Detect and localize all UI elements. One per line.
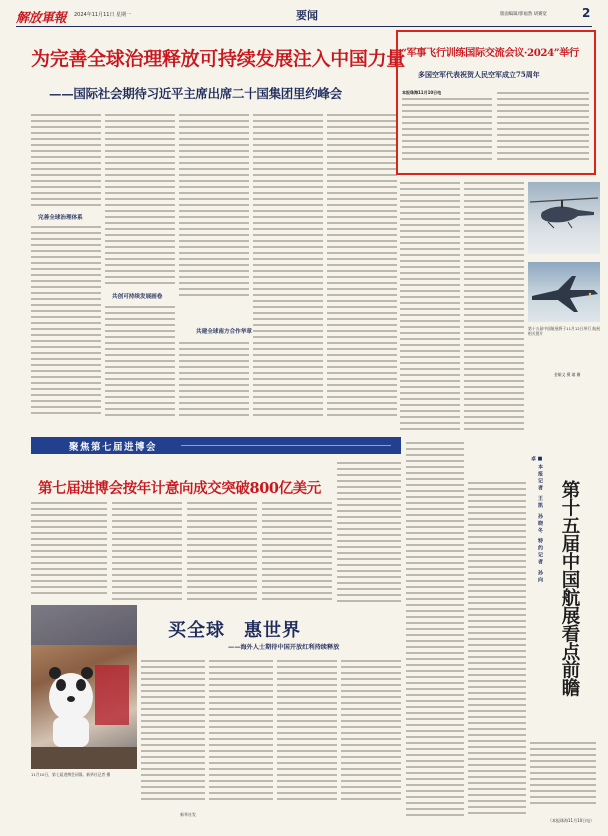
expo-body-column-2 (112, 500, 182, 608)
lead-body-column-3 (179, 112, 249, 300)
airshow-vertical-title: 第十五届中国航展看点前瞻 (559, 480, 580, 696)
airshow-byline: ■本报记者 王凯 孙晓冬 特约记者 孙向卓 (530, 456, 543, 584)
expo-title: 第七届进博会按年计意向成交突破800亿美元 (38, 480, 321, 497)
page-editors: 版面编辑/郭福然 胡赛宽 (500, 12, 547, 17)
feature-dateline: 本报珠海11月10日电 (402, 90, 442, 95)
lead-subhead-3: 共建全球南方合作华章 (196, 329, 252, 335)
lead-title: 为完善全球治理释放可持续发展注入中国力量 (31, 48, 406, 70)
expo-body-column-3 (187, 500, 257, 608)
feature-body-left (402, 96, 492, 168)
page-number: 2 (582, 6, 591, 20)
expo-body-column-4 (262, 500, 332, 608)
buy-world-column-3 (277, 658, 337, 806)
buy-world-subtitle: ——海外人士期待中国开放红利持续释放 (228, 644, 340, 651)
airshow-body-column-1 (406, 440, 464, 825)
fighter-jet-photo (528, 262, 600, 322)
newspaper-logo: 解放軍報 (16, 11, 67, 26)
lead-body-column-4 (253, 112, 323, 420)
expo-body-column-1 (31, 500, 107, 602)
airshow-body-column-3 (530, 740, 596, 812)
buy-world-column-4 (341, 658, 401, 806)
lead-body-column-2b (105, 304, 175, 420)
lead-body-column-5 (327, 112, 397, 420)
lead-body-column-1b (31, 224, 101, 420)
buy-world-column-2 (209, 658, 273, 806)
airshow-body-column-2 (468, 480, 526, 825)
lead-body-column-1 (31, 112, 101, 210)
expo-body-column-5 (337, 440, 401, 608)
lead-subtitle: ——国际社会期待习近平主席出席二十国集团里约峰会 (49, 86, 342, 101)
feature-title: “军事飞行训练国际交流会议·2024”举行 (401, 47, 579, 59)
feature-photo-credit: 金雄文 摄 翁 姗 (554, 372, 581, 377)
feature-subtitle: 多国空军代表祝贺人民空军成立75周年 (418, 70, 540, 79)
feature-continued-column-1 (400, 180, 460, 435)
feature-continued-column-2 (464, 180, 524, 435)
section-title: 要闻 (296, 9, 318, 22)
expo-photo-caption: 11月10日，第七届进博会闭幕。新华社记者 摄 (31, 772, 111, 777)
issue-date: 2024年11月11日 星期一 (74, 12, 132, 18)
masthead-rule (16, 26, 592, 27)
airshow-footer: （本报珠海11月10日电） (548, 818, 595, 823)
feature-photo-caption: 第十五届中国航展将于11月12日举行 航展相关图片 (528, 326, 600, 337)
expo-banner-label: 聚焦第七届进博会 (69, 442, 158, 453)
lead-subhead-2: 共创可持续发展画卷 (112, 294, 163, 300)
lead-body-column-2 (105, 112, 175, 290)
expo-photo (31, 605, 137, 769)
masthead (16, 6, 592, 28)
helicopter-photo (528, 182, 600, 254)
expo-photo-credit: 新华社发 (180, 812, 196, 817)
lead-subhead-1: 完善全球治理体系 (38, 215, 83, 221)
lead-body-column-3b (179, 340, 249, 420)
buy-world-column-1 (141, 658, 205, 806)
feature-body-right (497, 90, 589, 168)
buy-world-title: 买全球 惠世界 (168, 620, 301, 641)
